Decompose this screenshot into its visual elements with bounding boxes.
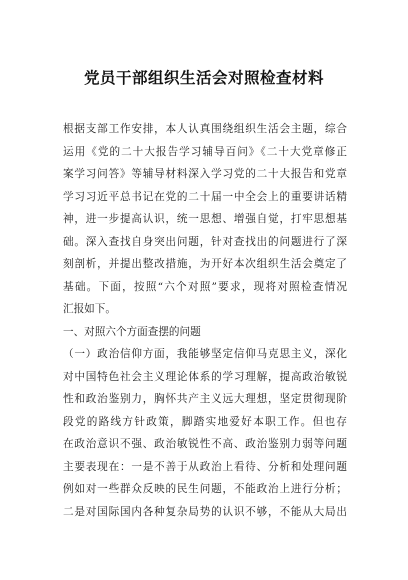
body-line: 根据支部工作安排，本人认真围绕组织生活会主题，综合 — [63, 123, 347, 135]
body-line: 性和政治鉴别力，胸怀共产主义远大理想，坚定贯彻现阶 — [63, 393, 347, 405]
section-heading: 一、对照六个方面查摆的问题 — [63, 325, 201, 338]
document-body — [63, 118, 347, 523]
body-line: 案学习问答》等辅导材料深入学习党的二十大报告和党章 — [63, 168, 347, 180]
body-line: 对中国特色社会主义理论体系的学习理解，提高政治敏锐 — [63, 370, 347, 383]
body-line: 二是对国际国内各种复杂局势的认识不够，不能从大局出 — [63, 505, 347, 518]
body-line: 神，进一步提高认识，统一思想、增强自觉，打牢思想基 — [63, 213, 347, 225]
document-title: 党员干部组织生活会对照检查材料 — [83, 69, 324, 87]
body-line: （一）政治信仰方面，我能够坚定信仰马克思主义，深化 — [63, 348, 347, 360]
body-line: 刻剖析，并提出整改措施，为开好本次组织生活会奠定了 — [63, 258, 347, 270]
body-line: 主要表现在：一是不善于从政治上看待、分析和处理问题 — [63, 460, 347, 473]
body-line: 基础。下面，按照“六个对照”要求，现将对照检查情况 — [63, 280, 347, 293]
body-line: 学习习近平总书记在党的二十届一中全会上的重要讲话精 — [63, 190, 347, 203]
body-line: 段党的路线方针政策，脚踏实地爱好本职工作。但也存 — [63, 415, 347, 428]
body-line: 汇报如下。 — [63, 303, 116, 315]
body-line: 例如对一些群众反映的民生问题，不能政治上进行分析； — [63, 483, 347, 495]
body-line: 运用《党的二十大报告学习辅导百问》《二十大党章修正 — [63, 145, 347, 158]
body-line: 础。深入查找自身突出问题，针对查找出的问题进行了深 — [63, 235, 347, 248]
body-line: 在政治意识不强、政治敏锐性不高、政治鉴别力弱等问题 — [63, 438, 347, 450]
